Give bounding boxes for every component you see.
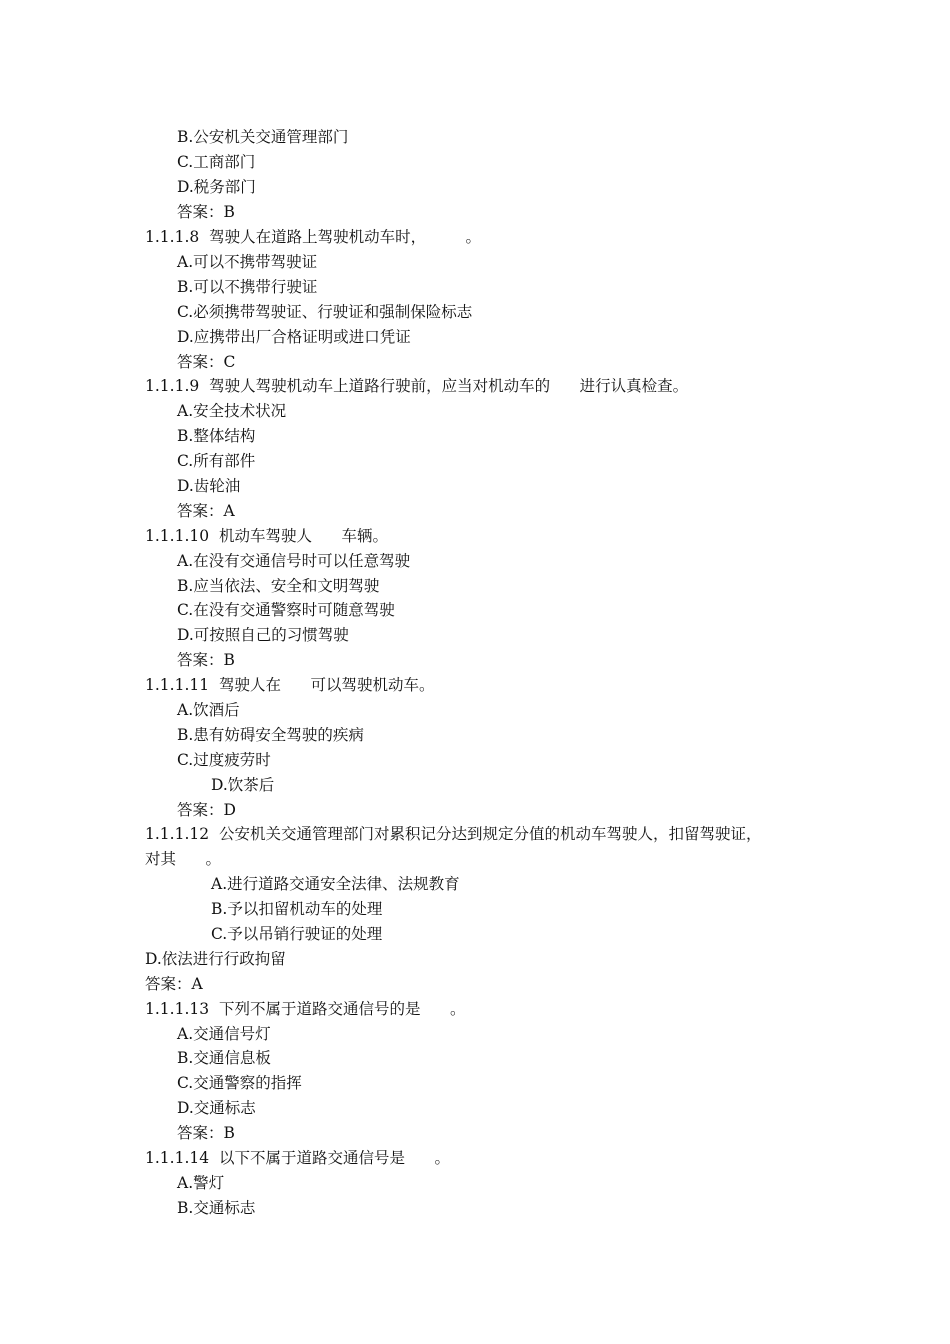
option-line: B.交通信息板 [177,1049,271,1067]
option-line: C.所有部件 [177,452,256,470]
answer-line: 答案：B [177,203,235,221]
option-line: A.可以不携带驾驶证 [177,253,318,271]
question-line: 1.1.1.9 驾驶人驾驶机动车上道路行驶前，应当对机动车的 进行认真检查。 [145,377,689,395]
option-line: A.警灯 [177,1174,225,1192]
option-line: A.在没有交通信号时可以任意驾驶 [177,552,411,570]
question-line: 1.1.1.12 公安机关交通管理部门对累积记分达到规定分值的机动车驾驶人，扣留驾驶证， [145,825,762,843]
option-line: A.安全技术状况 [177,402,287,420]
option-line: C.交通警察的指挥 [177,1074,302,1092]
option-line: D.依法进行行政拘留 [145,950,286,968]
question-line: 1.1.1.8 驾驶人在道路上驾驶机动车时， 。 [145,228,481,246]
option-line: D.可按照自己的习惯驾驶 [177,626,349,644]
option-line: D.饮茶后 [211,776,275,794]
option-line: A.饮酒后 [177,701,240,719]
option-line: B.公安机关交通管理部门 [177,128,349,146]
option-line: A.交通信号灯 [177,1025,271,1043]
question-line: 1.1.1.11 驾驶人在 可以驾驶机动车。 [145,676,435,694]
option-line: D.齿轮油 [177,477,241,495]
option-line: B.可以不携带行驶证 [177,278,318,296]
question-line: 1.1.1.10 机动车驾驶人 车辆。 [145,527,389,545]
option-line: B.整体结构 [177,427,256,445]
question-line: 1.1.1.13 下列不属于道路交通信号的是 。 [145,1000,466,1018]
option-line: D.应携带出厂合格证明或进口凭证 [177,328,411,346]
option-line: C.工商部门 [177,153,256,171]
answer-line: 答案：A [145,975,203,993]
option-line: C.予以吊销行驶证的处理 [211,925,383,943]
option-line: B.应当依法、安全和文明驾驶 [177,577,380,595]
option-line: B.予以扣留机动车的处理 [211,900,383,918]
option-line: A.进行道路交通安全法律、法规教育 [211,875,460,893]
question-line-continued: 对其 。 [145,850,222,868]
answer-line: 答案：B [177,1124,235,1142]
question-line: 1.1.1.14 以下不属于道路交通信号是 。 [145,1149,451,1167]
option-line: D.税务部门 [177,178,256,196]
answer-line: 答案：D [177,801,236,819]
answer-line: 答案：C [177,353,236,371]
option-line: D.交通标志 [177,1099,256,1117]
option-line: C.过度疲劳时 [177,751,271,769]
answer-line: 答案：B [177,651,235,669]
option-line: B.患有妨碍安全驾驶的疾病 [177,726,364,744]
answer-line: 答案：A [177,502,235,520]
option-line: C.在没有交通警察时可随意驾驶 [177,601,395,619]
option-line: B.交通标志 [177,1199,256,1217]
option-line: C.必须携带驾驶证、行驶证和强制保险标志 [177,303,473,321]
